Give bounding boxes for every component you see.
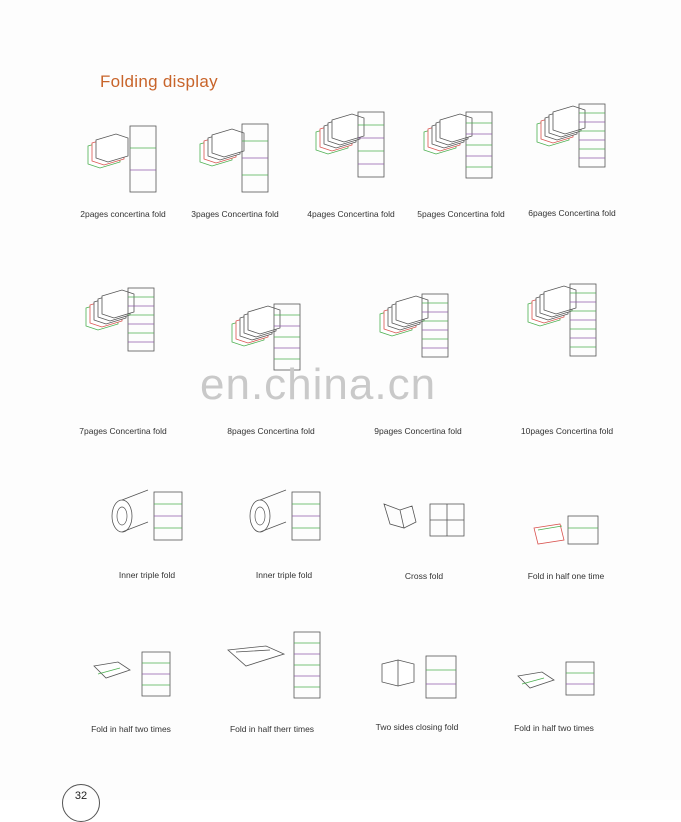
fold-caption: 5pages Concertina fold — [417, 209, 505, 219]
fold-illustration — [242, 486, 342, 576]
fold-caption: Fold in half one time — [527, 571, 605, 581]
fold-diagram — [375, 652, 498, 782]
fold-illustration — [196, 118, 296, 208]
fold-caption: 10pages Concertina fold — [520, 426, 614, 436]
fold-caption: 6pages Concertina fold — [528, 208, 616, 218]
fold-caption: 3pages Concertina fold — [191, 209, 279, 219]
page-title: Folding display — [100, 72, 218, 91]
fold-illustration — [514, 660, 614, 750]
fold-illustration — [420, 106, 520, 196]
watermark: en.china.cn — [200, 360, 437, 409]
fold-caption: Inner triple fold — [118, 570, 176, 580]
fold-diagram — [524, 278, 644, 408]
fold-illustration — [533, 98, 633, 188]
page-number: 32 — [62, 784, 100, 822]
fold-diagram — [104, 486, 224, 616]
fold-diagram — [84, 120, 204, 250]
fold-diagram — [380, 500, 500, 630]
fold-diagram — [90, 650, 210, 780]
fold-caption: 8pages Concertina fold — [227, 426, 315, 436]
fold-illustration — [527, 510, 630, 600]
fold-caption: Fold in half two times — [514, 723, 594, 733]
fold-diagram — [242, 486, 362, 616]
fold-caption: Two sides closing fold — [375, 722, 459, 732]
fold-caption: Fold in half therr times — [229, 724, 315, 734]
fold-diagram — [82, 282, 202, 412]
fold-caption: 7pages Concertina fold — [79, 426, 167, 436]
fold-illustration — [312, 106, 412, 196]
fold-diagram — [196, 118, 316, 248]
fold-illustration — [226, 630, 326, 720]
fold-illustration — [524, 278, 624, 368]
fold-illustration — [84, 120, 184, 210]
fold-illustration — [104, 486, 204, 576]
fold-caption: 9pages Concertina fold — [374, 426, 462, 436]
fold-illustration — [82, 282, 182, 372]
fold-diagram — [226, 630, 346, 760]
fold-caption: 4pages Concertina fold — [307, 209, 395, 219]
fold-caption: Cross fold — [404, 571, 444, 581]
fold-caption: 2pages concertina fold — [80, 209, 166, 219]
fold-caption: Fold in half two times — [91, 724, 171, 734]
fold-caption: Inner triple fold — [255, 570, 313, 580]
